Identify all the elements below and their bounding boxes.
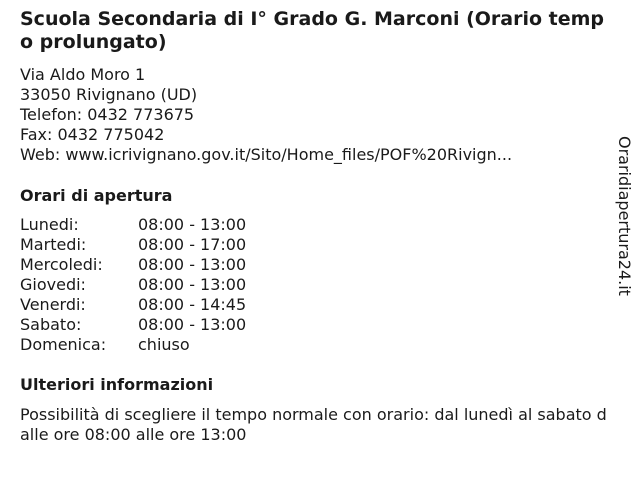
street: Via Aldo Moro 1 — [20, 65, 146, 84]
day-time: 08:00 - 17:00 — [138, 235, 247, 254]
info-text: Possibilità di scegliere il tempo normale con orario: dal lunedì al sabato dalle ore 08:00 alle ore 13:00 — [20, 405, 607, 444]
info-heading: Ulteriori informazioni — [20, 375, 214, 394]
day-label: Lunedi: — [20, 215, 79, 234]
hours-row — [20, 215, 616, 235]
phone: Telefon: 0432 773675 — [20, 105, 195, 124]
day-time: 08:00 - 14:45 — [138, 295, 247, 314]
day-label: Domenica: — [20, 335, 107, 354]
fax: Fax: 0432 775042 — [20, 125, 165, 144]
hours-row — [20, 315, 616, 335]
hours-row — [20, 275, 616, 295]
content — [20, 8, 616, 445]
day-label: Sabato: — [20, 315, 82, 334]
day-time: 08:00 - 13:00 — [138, 275, 247, 294]
day-label: Mercoledi: — [20, 255, 103, 274]
day-time: 08:00 - 13:00 — [138, 315, 247, 334]
day-time: 08:00 - 13:00 — [138, 215, 247, 234]
hours-row — [20, 255, 616, 275]
city: 33050 Rivignano (UD) — [20, 85, 198, 104]
hours-row — [20, 335, 616, 355]
hours-row — [20, 295, 616, 315]
day-time: chiuso — [138, 335, 190, 354]
page-title: Scuola Secondaria di I° Grado G. Marconi (Orario tempo prolungato) — [20, 8, 605, 53]
address-block — [20, 65, 616, 165]
day-label: Giovedi: — [20, 275, 86, 294]
hours-heading: Orari di apertura — [20, 186, 173, 205]
hours-table — [20, 215, 616, 355]
website: Web: www.icrivignano.gov.it/Sito/Home_files/POF%20Rivign... — [20, 145, 513, 164]
watermark: Oraridiapertura24.it — [615, 136, 634, 296]
hours-row — [20, 235, 616, 255]
day-label: Venerdi: — [20, 295, 86, 314]
day-label: Martedi: — [20, 235, 87, 254]
day-time: 08:00 - 13:00 — [138, 255, 247, 274]
